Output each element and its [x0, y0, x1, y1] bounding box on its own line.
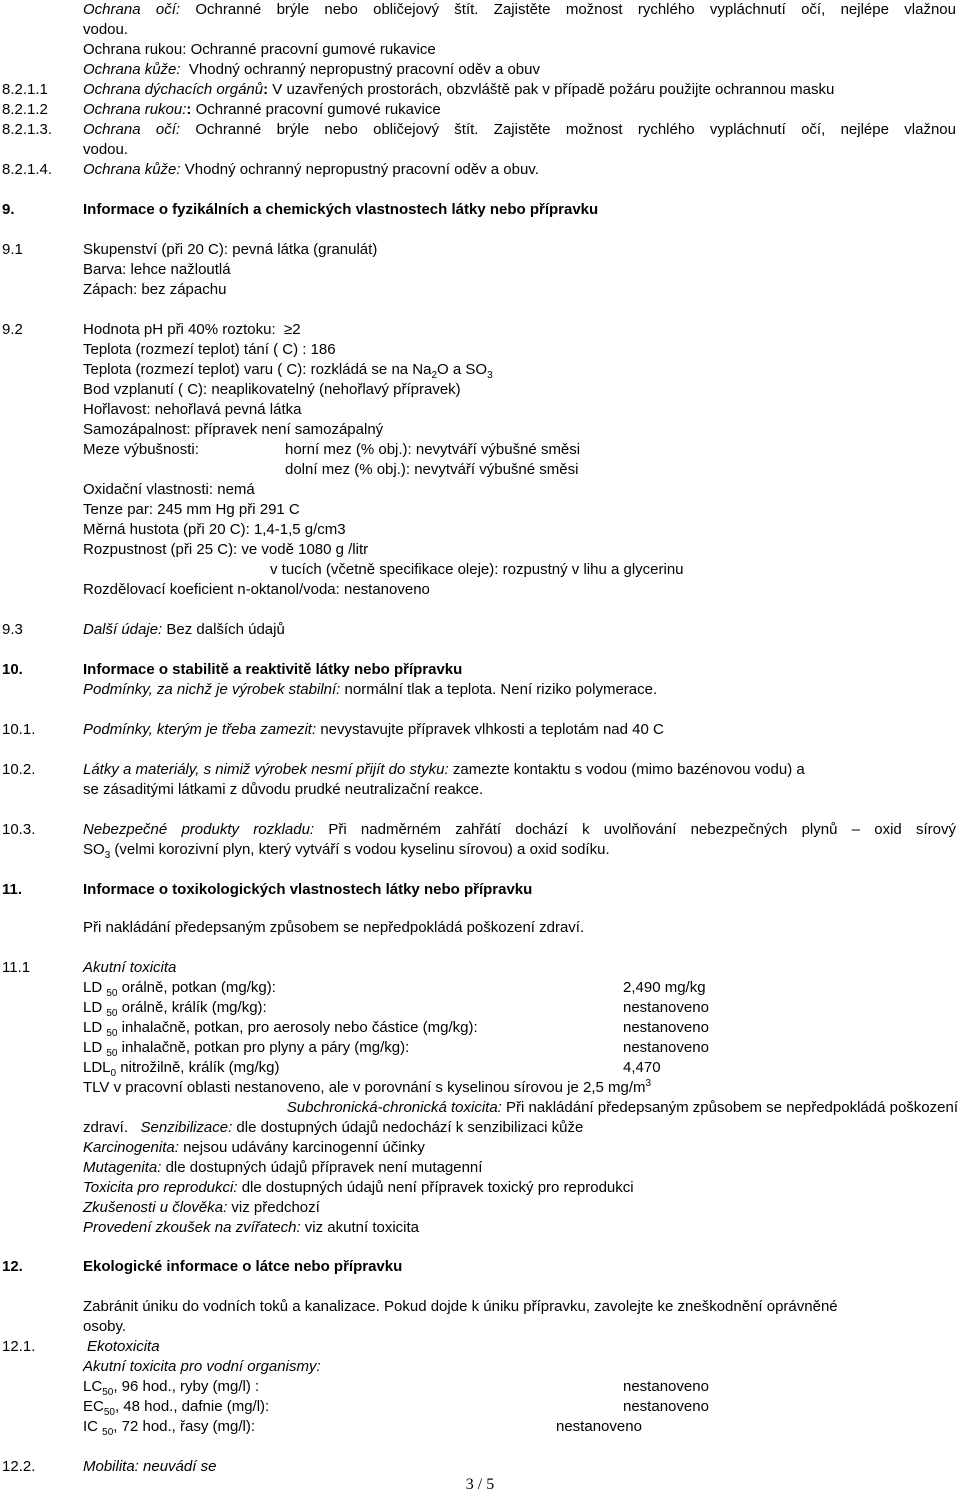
subsection-number: 9.1	[2, 241, 23, 258]
human-exp-line: Zkušenosti u člověka: viz předchozí	[83, 1199, 320, 1216]
ecotox-label: Ekotoxicita	[87, 1338, 160, 1355]
tox-row: LD $_{50}$ orálně, králík (mg/kg):	[83, 999, 267, 1019]
avoid-line: Podmínky, kterým je třeba zamezit: nevystavujte přípravek vlhkosti a teplotám nad 40 C	[83, 721, 664, 738]
section-number: 8.2.1.2	[2, 101, 48, 118]
eco-row: $LC_{50}$, 96 hod., ryby (mg/l) :	[83, 1378, 260, 1398]
section-number: 12.	[2, 1258, 23, 1275]
tox-row: LD $_{50}$ inhalačně, potkan, pro aerosoly nebo částice (mg/kg):	[83, 1019, 478, 1039]
explosive-lower: dolní mez (% obj.): nevytváří výbušné směsi	[285, 461, 579, 478]
subsection-number: 12.1.	[2, 1338, 36, 1355]
eco-row: $EC_{50}$, 48 hod., dafnie (mg/l):	[83, 1398, 270, 1418]
tox-value: nestanoveno	[623, 1039, 709, 1056]
flash-line: Bod vzplanutí ( C): neaplikovatelný (nehořlavý přípravek)	[83, 381, 461, 398]
decomposition-line-cont: $SO_3$ (velmi korozivní plyn, který vytváří s vodou kyselinu sírovou) a oxid sodíku.	[83, 841, 610, 861]
subsection-number: 10.3.	[2, 821, 36, 838]
aquatic-label: Akutní toxicita pro vodní organismy:	[83, 1358, 321, 1375]
page-number: 3 / 5	[465, 1476, 495, 1493]
density-line: Měrná hustota (při 20 C): 1,4-1,5 g/cm3	[83, 521, 346, 538]
sensitization-line: zdraví. Senzibilizace: dle dostupných údajů nedochází k senzibilizaci kůže	[83, 1119, 584, 1136]
eco-value: nestanoveno	[623, 1378, 709, 1395]
subsection-number: 11.1	[2, 959, 31, 976]
section-number: 8.2.1.1	[2, 81, 48, 98]
subchronic-line: Subchronická-chronická toxicita: Při nakládání předepsaným způsobem se nepředpokládá poškození	[286, 1099, 958, 1116]
skin-line: Ochrana kůže: Vhodný ochranný nepropustný pracovní oděv a obuv.	[83, 161, 539, 178]
melting-line: Teplota (rozmezí teplot) tání ( C) : 186	[83, 341, 336, 358]
other-data-line: Další údaje: Bez dalších údajů	[83, 621, 285, 638]
hands-line: Ochrana rukou: Ochranné pracovní gumové rukavice	[83, 41, 436, 58]
section-10-title: Informace o stabilitě a reaktivitě látky nebo přípravku	[83, 661, 463, 678]
subsection-number: 12.2.	[2, 1458, 36, 1475]
eco-intro-cont: osoby.	[83, 1318, 127, 1335]
tox-intro: Při nakládání předepsaným způsobem se nepředpokládá poškození zdraví.	[83, 919, 585, 936]
skin-line: Ochrana kůže: Vhodný ochranný nepropustný pracovní oděv a obuv	[83, 61, 540, 78]
flammability-line: Hořlavost: nehořlavá pevná látka	[83, 401, 302, 418]
eyes-line-cont: vodou.	[83, 21, 129, 38]
subsection-number: 10.2.	[2, 761, 36, 778]
section-number: 9.	[2, 201, 15, 218]
reproduction-line: Toxicita pro reprodukci: dle dostupných údajů není přípravek toxický pro reprodukci	[83, 1179, 634, 1196]
subsection-number: 9.2	[2, 321, 23, 338]
eyes-line: Ochrana očí: Ochranné brýle nebo obličejový štít. Zajistěte možnost rychlého vypláchnutí očí, nejlépe vlažnou	[83, 121, 956, 138]
tox-row: $LDL_0$ nitrožilně, králík (mg/kg)	[83, 1059, 280, 1079]
tlv-line: TLV v pracovní oblasti nestanoveno, ale v porovnání s kyselinou sírovou je 2,5 $mg/m^3$	[83, 1078, 652, 1096]
vapor-line: Tenze par: 245 mm Hg při 291 C	[83, 501, 300, 518]
ph-line: Hodnota pH při 40% roztoku: ≥2	[83, 321, 301, 338]
explosive-label: Meze výbušnosti:	[83, 441, 199, 458]
tox-value: 4,470	[623, 1059, 661, 1076]
acute-tox-label: Akutní toxicita	[83, 959, 177, 976]
boiling-line: Teplota (rozmezí teplot) varu ( C): rozkládá se na $Na_2O$ a $SO_3$	[83, 361, 493, 381]
tox-row: LD $_{50}$ orálně, potkan (mg/kg):	[83, 979, 276, 999]
eyes-line-cont: vodou.	[83, 141, 129, 158]
section-number: 8.2.1.3.	[2, 121, 53, 138]
section-number: 11.	[2, 881, 23, 898]
explosive-upper: horní mez (% obj.): nevytváří výbušné směsi	[285, 441, 581, 458]
hands-line: Ochrana rukou:: Ochranné pracovní gumové rukavice	[83, 101, 441, 118]
tox-value: nestanoveno	[623, 1019, 709, 1036]
color-line: Barva: lehce nažloutlá	[83, 261, 231, 278]
eco-row: IC $_{50}$, 72 hod., řasy (mg/l):	[83, 1418, 256, 1438]
section-11-title: Informace o toxikologických vlastnostech látky nebo přípravku	[83, 881, 533, 898]
state-line: Skupenství (při 20 C): pevná látka (granulát)	[83, 241, 378, 258]
eco-value: nestanoveno	[556, 1418, 642, 1435]
respiratory-line: Ochrana dýchacích orgánů: V uzavřených prostorách, obzvláště pak v případě požáru použijte ochrannou masku	[83, 81, 835, 98]
section-number: 10.	[2, 661, 23, 678]
section-12-title: Ekologické informace o látce nebo přípravku	[83, 1258, 403, 1275]
mutagenicity-line: Mutagenita: dle dostupných údajů přípravek není mutagenní	[83, 1159, 483, 1176]
eco-value: nestanoveno	[623, 1398, 709, 1415]
oxidizing-line: Oxidační vlastnosti: nemá	[83, 481, 255, 498]
tox-value: 2,490 mg/kg	[623, 979, 706, 996]
solubility-line: Rozpustnost (při 25 C): ve vodě 1080 g /litr	[83, 541, 369, 558]
mobility-line: Mobilita: neuvádí se	[83, 1458, 217, 1475]
decomposition-line: Nebezpečné produkty rozkladu: Při nadměrném zahřátí dochází k uvolňování nebezpečných plynů – oxid sírový	[83, 821, 957, 838]
subsection-number: 9.3	[2, 621, 23, 638]
solubility-fat: v tucích (včetně specifikace oleje): rozpustný v lihu a glycerinu	[270, 561, 684, 578]
eco-intro: Zabránit úniku do vodních toků a kanalizace. Pokud dojde k úniku přípravku, zavolejte ke zneškodnění oprávněné	[83, 1298, 838, 1315]
eyes-line: Ochrana očí: Ochranné brýle nebo obličejový štít. Zajistěte možnost rychlého vypláchnutí očí, nejlépe vlažnou	[83, 1, 956, 18]
autoignition-line: Samozápalnost: přípravek není samozápalný	[83, 421, 384, 438]
section-number: 8.2.1.4.	[2, 161, 53, 178]
ge-symbol: ≥	[283, 321, 293, 338]
tox-row: LD $_{50}$ inhalačně, potkan pro plyny a páry (mg/kg):	[83, 1039, 410, 1059]
incompatible-line: Látky a materiály, s nimiž výrobek nesmí přijít do styku: zamezte kontaktu s vodou (mimo bazénovou vodu) a	[83, 761, 805, 778]
partition-line: Rozdělovací koeficient n-oktanol/voda: nestanoveno	[83, 581, 430, 598]
stability-line: Podmínky, za nichž je výrobek stabilní: normální tlak a teplota. Není riziko polymerace.	[83, 681, 658, 698]
odor-line: Zápach: bez zápachu	[83, 281, 227, 298]
animal-tests-line: Provedení zkoušek na zvířatech: viz akutní toxicita	[83, 1219, 420, 1236]
incompatible-line-cont: se zásaditými látkami z důvodu prudké neutralizační reakce.	[83, 781, 484, 798]
subsection-number: 10.1.	[2, 721, 36, 738]
section-9-title: Informace o fyzikálních a chemických vlastnostech látky nebo přípravku	[83, 201, 599, 218]
tox-value: nestanoveno	[623, 999, 709, 1016]
carcinogenicity-line: Karcinogenita: nejsou udávány karcinogenní účinky	[83, 1139, 425, 1156]
